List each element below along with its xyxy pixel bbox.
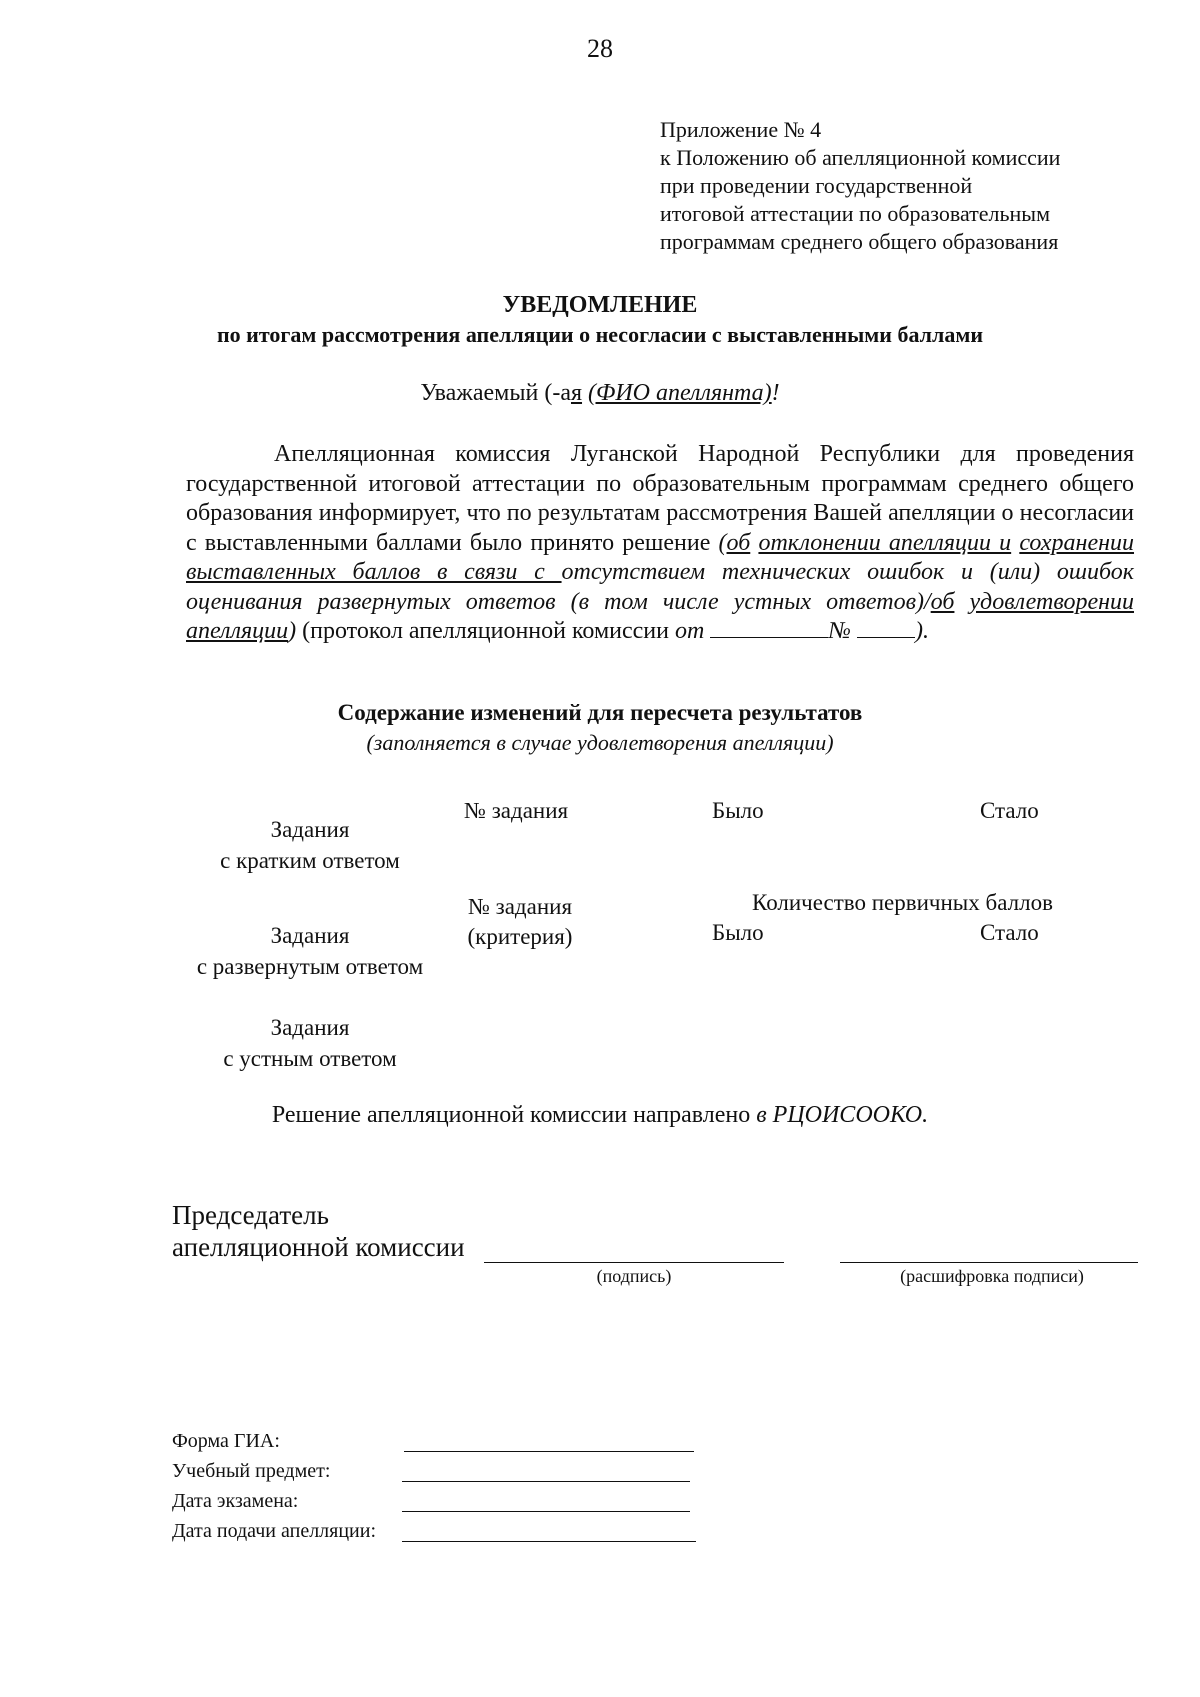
annex-line: программам среднего общего образования <box>660 229 1059 254</box>
extended-col-became: Стало <box>980 920 1039 945</box>
form-field-blank <box>402 1511 690 1512</box>
oral-answer-label-line: с устным ответом <box>223 1046 397 1071</box>
short-col-was: Было <box>712 798 764 823</box>
signature-caption: (подпись) <box>596 1266 672 1286</box>
signature-role-line2: апелляционной комиссии <box>172 1232 465 1262</box>
protocol-number-label: № <box>828 618 857 644</box>
oral-answer-label <box>150 1012 470 1074</box>
paren: ( <box>718 529 727 556</box>
changes-title: Содержание изменений для пересчета результатов <box>337 700 863 725</box>
option-reject: отклонении апелляции и <box>758 529 1012 556</box>
extended-col-points-header: Количество первичных баллов <box>752 890 1053 915</box>
decision-target: в РЦОИСООКО. <box>756 1102 929 1128</box>
page-number: 28 <box>587 34 613 63</box>
form-field-label: Форма ГИА: <box>172 1430 280 1452</box>
greeting-suffix: я <box>570 380 583 406</box>
signature-role-line1: Председатель <box>172 1200 329 1230</box>
extended-answer-label <box>150 920 470 982</box>
notification-body <box>186 440 1134 647</box>
body-intro: Апелляционная комиссия Луганской Народной Республики для проведения государственной итоговой аттестации по образовательным программам среднего общего образования информирует, что по результатам рассмотрения Вашей апелляции о несогласии с выставленными баллами было принято решение <box>186 441 1134 556</box>
annex-line: при проведении государственной <box>660 173 973 198</box>
greeting-exclamation: ! <box>771 380 780 406</box>
option-ob-1: об <box>726 529 751 556</box>
space <box>954 589 969 615</box>
short-col-task: № задания <box>464 798 569 823</box>
form-field-blank <box>402 1541 696 1542</box>
form-field-label: Дата подачи апелляции: <box>172 1520 377 1542</box>
signature-line <box>484 1262 784 1263</box>
annex-line: к Положению об апелляционной комиссии <box>660 145 1061 170</box>
signature-decoding-line <box>840 1262 1138 1263</box>
annex-line: Приложение № 4 <box>660 117 822 142</box>
short-answer-label-line: Задания <box>270 817 350 842</box>
extended-answer-label-line: с развернутым ответом <box>196 954 424 979</box>
option-satisfy: удовлетворении апелляции <box>186 588 1134 644</box>
decision-text: Решение апелляционной комиссии направлено <box>271 1102 757 1128</box>
short-answer-label <box>150 814 470 876</box>
extended-col-task-line: № задания <box>467 894 573 919</box>
annex-line: итоговой аттестации по образовательным <box>660 201 1051 226</box>
signature-decoding-caption: (расшифровка подписи) <box>900 1266 1084 1286</box>
decision-statement <box>0 1102 1200 1129</box>
changes-subtitle: (заполняется в случае удовлетворения апелляции) <box>366 730 834 755</box>
short-col-became: Стало <box>980 798 1039 823</box>
form-field-label: Учебный предмет: <box>172 1460 331 1482</box>
document-subtitle: по итогам рассмотрения апелляции о несогласии с выставленными баллами <box>216 322 983 347</box>
greeting <box>0 380 1200 407</box>
option-ob-2: об <box>930 588 955 615</box>
greeting-prefix: Уважаемый (-а <box>420 380 571 406</box>
short-answer-label-line: с кратким ответом <box>220 848 400 873</box>
oral-answer-label-line: Задания <box>270 1015 350 1040</box>
protocol-text: (протокол апелляционной комиссии <box>296 618 669 644</box>
extended-answer-label-line: Задания <box>270 923 350 948</box>
form-field-blank <box>404 1451 694 1452</box>
extended-col-task-line: (критерия) <box>467 924 573 949</box>
extended-col-task <box>450 892 590 952</box>
appellant-name-placeholder: (ФИО апеллянта) <box>588 380 772 406</box>
document-title: УВЕДОМЛЕНИЕ <box>502 292 698 318</box>
option-keep-scores: сохранении выставленных баллов в связи с <box>186 529 1135 585</box>
paren: ) <box>288 618 297 644</box>
protocol-end: ). <box>914 618 929 644</box>
option-reason: отсутствием технических ошибок и (или) ошибок оценивания развернутых ответов (в том числе устных ответов)/ <box>186 559 1135 615</box>
protocol-date-blank <box>710 636 828 638</box>
protocol-number-blank <box>857 636 915 638</box>
form-field-label: Дата экзамена: <box>172 1490 299 1512</box>
extended-col-was: Было <box>712 920 764 945</box>
protocol-date-label: от <box>674 618 711 644</box>
form-field-blank <box>402 1481 690 1482</box>
annex-reference <box>660 116 1060 256</box>
